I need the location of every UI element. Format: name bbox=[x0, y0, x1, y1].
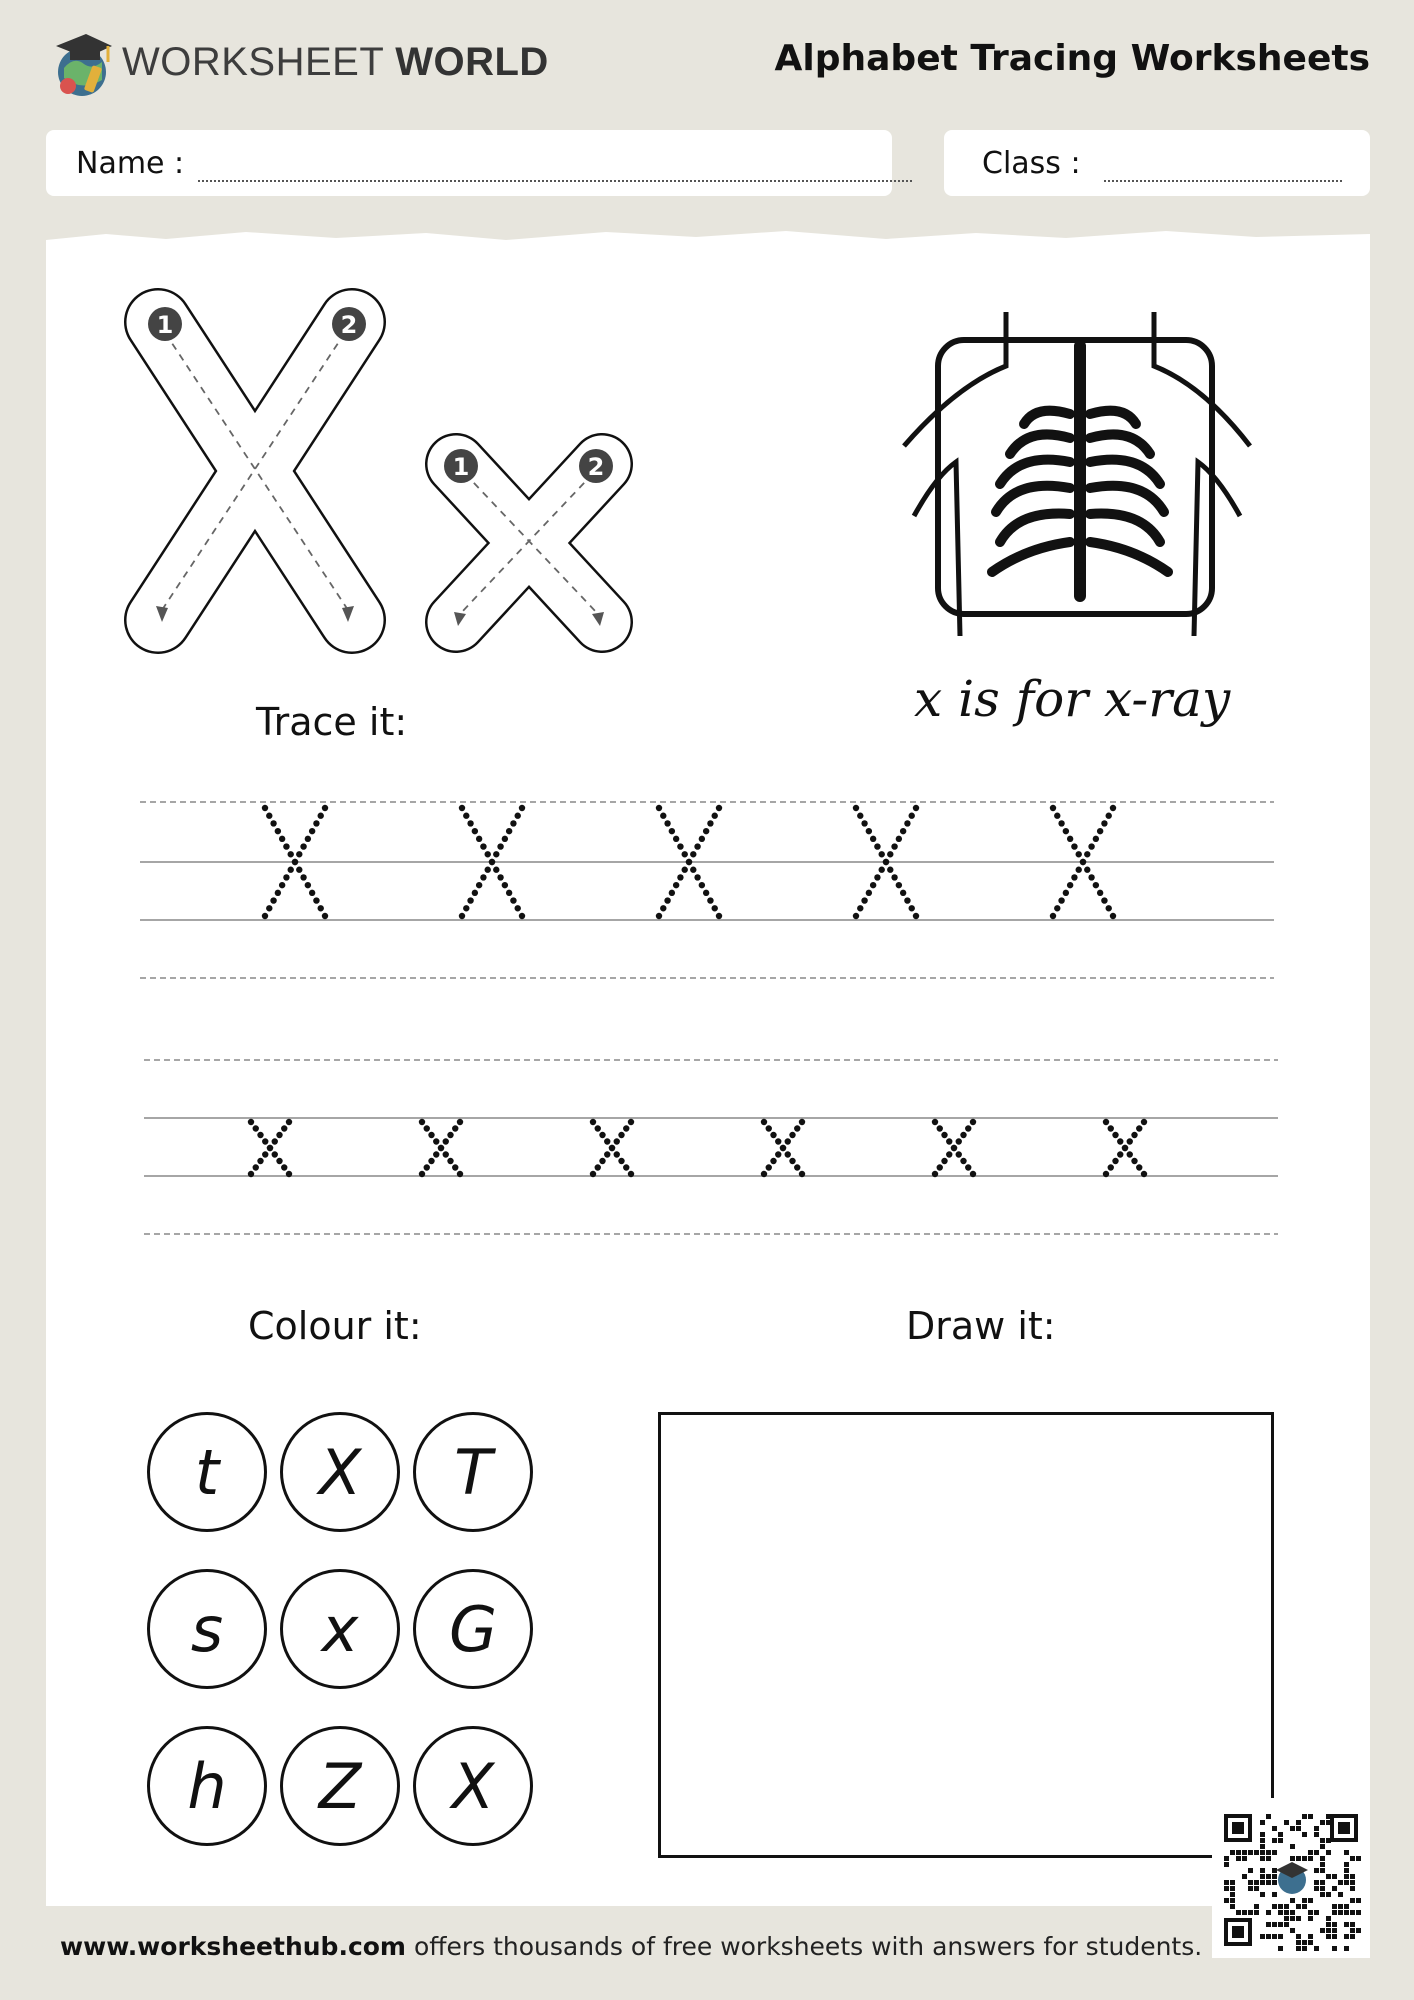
colour-circle[interactable] bbox=[413, 1569, 533, 1689]
trace-label: Trace it: bbox=[256, 700, 408, 744]
torn-edge bbox=[46, 226, 1370, 250]
colour-circle[interactable] bbox=[147, 1569, 267, 1689]
brand-name-light: WORKSHEET bbox=[122, 40, 384, 84]
class-label: Class : bbox=[982, 146, 1081, 181]
qr-code-icon bbox=[1212, 1798, 1370, 1958]
stroke-number-1: 1 bbox=[156, 311, 174, 339]
trace-letter-lower bbox=[248, 1119, 292, 1177]
name-field[interactable] bbox=[46, 130, 892, 196]
brand-name-bold: WORLD bbox=[395, 40, 549, 84]
draw-label: Draw it: bbox=[906, 1304, 1056, 1348]
brand-name bbox=[122, 40, 549, 85]
footer-description: offers thousands of free worksheets with answers for students. bbox=[413, 1932, 1203, 1961]
colour-circle-letter: G bbox=[448, 1592, 498, 1666]
uppercase-letter-outline bbox=[120, 282, 400, 666]
brand-logo-icon bbox=[46, 28, 116, 100]
name-line[interactable] bbox=[198, 180, 912, 182]
lowercase-letter-outline bbox=[416, 424, 642, 666]
colour-circle-letter: T bbox=[454, 1435, 492, 1509]
page-title: Alphabet Tracing Worksheets bbox=[774, 38, 1370, 79]
name-label: Name : bbox=[76, 146, 185, 181]
lowercase-trace-letters bbox=[248, 1119, 1147, 1177]
trace-lines-lowercase bbox=[144, 1050, 1280, 1250]
class-field[interactable] bbox=[944, 130, 1370, 196]
colour-label: Colour it: bbox=[248, 1304, 422, 1348]
footer-site-link[interactable]: www.worksheethub.com bbox=[60, 1932, 406, 1961]
colour-circle-letter: X bbox=[318, 1435, 362, 1509]
stroke-number-2-small: 2 bbox=[587, 453, 605, 481]
colour-circle-letter: s bbox=[190, 1592, 224, 1666]
colour-circle-letter: x bbox=[321, 1592, 359, 1666]
colour-circle[interactable] bbox=[280, 1726, 400, 1846]
x-ray-icon bbox=[896, 306, 1258, 648]
trace-letter-lower bbox=[1103, 1119, 1147, 1177]
trace-letter-lower bbox=[419, 1119, 463, 1177]
trace-lines-uppercase bbox=[140, 790, 1276, 990]
stroke-number-2: 2 bbox=[340, 311, 358, 339]
colour-circle[interactable] bbox=[280, 1412, 400, 1532]
trace-letter-lower bbox=[761, 1119, 805, 1177]
colour-circle[interactable] bbox=[413, 1726, 533, 1846]
trace-letter-lower bbox=[590, 1119, 634, 1177]
colour-circle-letter: h bbox=[187, 1749, 227, 1823]
footer-text bbox=[60, 1932, 1202, 1961]
class-line[interactable] bbox=[1104, 180, 1342, 182]
colour-circle-letter: t bbox=[194, 1435, 220, 1509]
trace-letter-lower bbox=[932, 1119, 976, 1177]
stroke-number-1-small: 1 bbox=[452, 453, 470, 481]
colour-circle[interactable] bbox=[413, 1412, 533, 1532]
draw-box[interactable] bbox=[658, 1412, 1274, 1858]
colour-circle[interactable] bbox=[147, 1726, 267, 1846]
colour-circle-letter: Z bbox=[318, 1749, 362, 1823]
colour-circle[interactable] bbox=[280, 1569, 400, 1689]
colour-circle-letter: X bbox=[451, 1749, 495, 1823]
colour-circle[interactable] bbox=[147, 1412, 267, 1532]
picture-caption: x is for x-ray bbox=[914, 670, 1231, 728]
